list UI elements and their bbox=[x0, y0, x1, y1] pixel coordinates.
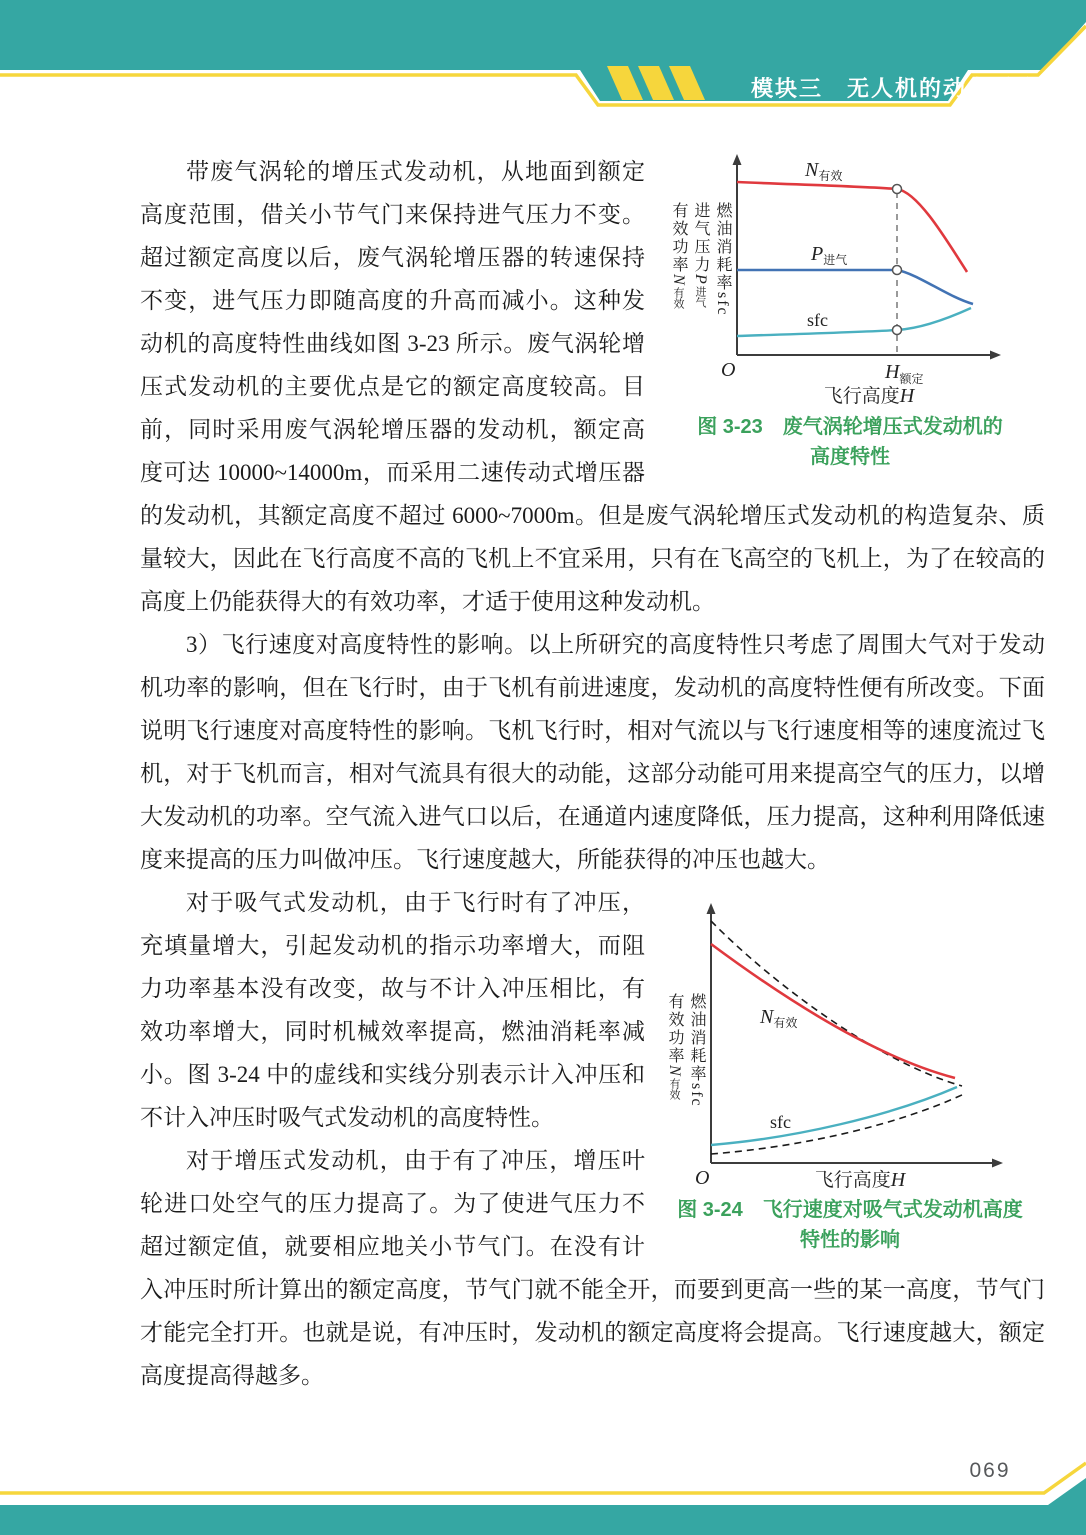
footer-teal-band bbox=[0, 1478, 1086, 1535]
knee-marker bbox=[893, 266, 902, 275]
y-axis-arrow-icon bbox=[707, 903, 716, 914]
knee-marker bbox=[893, 185, 902, 194]
figure-caption bbox=[655, 1195, 1045, 1255]
curve-n-effective bbox=[737, 182, 967, 272]
label-p-intake: P进气 bbox=[811, 243, 848, 267]
knee-marker bbox=[893, 326, 902, 335]
paragraph-supercharged-engine-ram: 对于增压式发动机，由于有了冲压，增压叶轮进口处空气的压力提高了。为了使进气压力不超过额定值，就要相应地关小节气门。在没有计入冲压时所计算出的额定高度，节气门就不能全开，而要到更高一些的某一高度，节气门才能完全打开。也就是说，有冲压时，发动机的额定高度将会提高。飞行速度越大，额定高度提高得越多。 bbox=[140, 1148, 1045, 1388]
curve-sfc bbox=[737, 308, 971, 336]
label-sfc: sfc bbox=[770, 1112, 791, 1132]
header-teal-band bbox=[0, 0, 1086, 70]
x-axis-arrow-icon bbox=[990, 351, 1001, 360]
x-axis-arrow-icon bbox=[992, 1159, 1003, 1168]
origin-label: O bbox=[721, 359, 736, 381]
rated-altitude-label: $H_{额定}$ bbox=[885, 361, 924, 386]
paragraph-turbocharged-engine: 带废气涡轮的增压式发动机，从地面到额定高度范围，借关小节气门来保持进气压力不变。超过额定高度以后，废气涡轮增压器的转速保持不变，进气压力即随高度的升高而减小。这种发动机的高度特性曲线如图 3-23 所示。废气涡轮增压式发动机的主要优点是它的额定高度较高。目前，同时采用废气涡轮增压器的发动机，额定高度可达 10000~14000m，而采用二速传动式增压器的发动机，其额定高度不超过 6000~7000m。但是废气涡轮增压式发动机的构造复杂、质量较大，因此在飞行高度不高的飞机上不宜采用，只有在飞高空的飞机上，为了在较高的高度上仍能获得大的有效功率，才适于使用这种发动机。 bbox=[140, 159, 1045, 614]
paragraph-naturally-aspirated-engine: 对于吸气式发动机，由于飞行时有了冲压，充填量增大，引起发动机的指示功率增大，而阻力功率基本没有改变，故与不计入冲压相比，有效功率增大，同时机械效率提高，燃油消耗率减小。图 3-24 中的虚线和实线分别表示计入冲压和不计入冲压时吸气式发动机的高度特性。 bbox=[140, 890, 645, 1130]
y-axis-label-sfc: 燃油消耗率sfc bbox=[714, 202, 731, 317]
figure-caption bbox=[655, 412, 1045, 472]
y-axis-label-n-effective: 有效功率N有效 bbox=[666, 993, 683, 1100]
page-number: 069 bbox=[969, 1459, 1011, 1482]
footer-yellow-line bbox=[0, 1463, 1086, 1493]
chart-3-24 bbox=[655, 881, 1045, 1191]
curve-p-intake bbox=[737, 270, 973, 304]
page-body bbox=[140, 150, 1045, 1397]
y-axis-label bbox=[663, 993, 707, 1153]
figure-caption-line1: 图 3-24 飞行速度对吸气式发动机高度 bbox=[677, 1199, 1023, 1221]
x-axis-label: 飞行高度H bbox=[814, 1169, 906, 1191]
y-axis-label-p-intake: 进气压力P进气 bbox=[692, 202, 709, 308]
y-axis-label bbox=[667, 202, 733, 372]
footer-band bbox=[0, 1435, 1086, 1535]
y-axis-label-n-effective: 有效功率N有效 bbox=[670, 202, 687, 309]
y-axis-label-sfc: 燃油消耗率sfc bbox=[688, 993, 705, 1108]
figure-caption-line2: 高度特性 bbox=[810, 446, 890, 468]
figure-3-24 bbox=[655, 881, 1045, 1259]
curve-n-effective bbox=[711, 944, 955, 1078]
curve-n-effective-ram-dashed bbox=[711, 921, 962, 1086]
label-n-effective: N有效 bbox=[760, 1006, 798, 1030]
label-sfc: sfc bbox=[807, 310, 828, 330]
y-axis-arrow-icon bbox=[733, 154, 742, 165]
x-axis-label: 飞行高度H bbox=[823, 385, 915, 407]
figure-3-23 bbox=[655, 150, 1045, 474]
paragraph-flight-speed-effect: 3）飞行速度对高度特性的影响。以上所研究的高度特性只考虑了周围大气对于发动机功率的影响，但在飞行时，由于飞机有前进速度，发动机的高度特性便有所改变。下面说明飞行速度对高度特性的影响。飞机飞行时，相对气流以与飞行速度相等的速度流过飞机，对于飞机而言，相对气流具有很大的动能，这部分动能可用来提高空气的压力，以增大发动机的功率。空气流入进气口以后，在通道内速度降低，压力提高，这种利用降低速度来提高的压力叫做冲压。飞行速度越大，所能获得的冲压也越大。 bbox=[140, 632, 1045, 872]
figure-caption-line2: 特性的影响 bbox=[800, 1229, 900, 1251]
origin-label: O bbox=[695, 1167, 710, 1189]
page-header-title: 模块三 无人机的动力系统 bbox=[750, 76, 1039, 101]
figure-caption-line1: 图 3-23 废气涡轮增压式发动机的 bbox=[697, 416, 1003, 438]
label-n-effective: N有效 bbox=[805, 159, 843, 183]
